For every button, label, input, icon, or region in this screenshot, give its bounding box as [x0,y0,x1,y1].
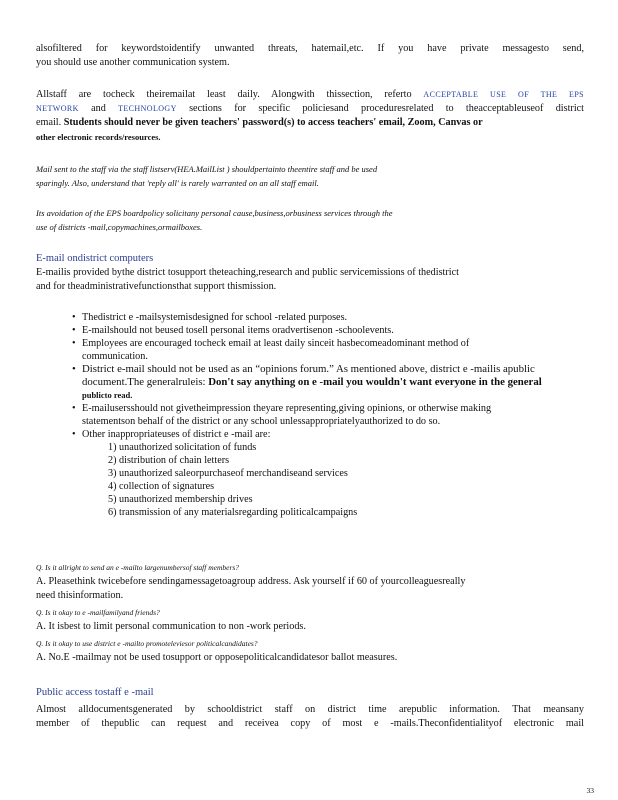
text-line: Almost alldocumentsgenerated by schooldistrict staff on district time arepublic information. That meansany [36,704,584,715]
section-public-access [36,686,584,731]
answer: A. Pleasethink twicebefore sendingamessagetoagroup address. Ask yourself if 60 of yourcolleaguesreally [36,576,466,587]
text-segment: and [91,103,106,114]
text-line: • E-mailshould not beused tosell personal items oradvertisenon -schoolevents. [82,325,394,336]
answer: A. It isbest to limit personal communication to non -work periods. [36,621,306,632]
text-line: E-mailis provided bythe district tosupport theteaching,research and public servicemissions of thedistrict [36,267,459,278]
question: Q. Is it allright to send an e -mailto largenumbersof staff members? [36,563,240,572]
paragraph-listserv [36,162,584,190]
text-line: • District e-mail should not be used as an “opinions forum.” As mentioned above, district e -mailis apublic [82,363,535,375]
text-line: publicto read. [82,390,133,400]
text-line: sparingly. Also, understand that 'reply all' is rarely warranted on an all staff email. [36,178,319,188]
text-line: • Employees are encouraged tocheck email at least daily sinceit hasbecomeadominant method of [82,338,470,349]
technology-link[interactable]: TECHNOLOGY [118,104,177,113]
network-link[interactable]: NETWORK [36,104,79,113]
text-line [36,88,584,102]
text-line: use of districts -mail,copymachines,ormailboxes. [36,222,203,232]
sub-list-item: 6) transmission of any materialsregarding politicalcampaigns [108,507,358,518]
text-line: and for theadministrativefunctionsthat support thismission. [36,281,277,292]
text-segment: sections for specific policiesand proceduresrelated to theacceptableuseof district [189,103,584,114]
inappropriate-uses-list [82,441,572,519]
text-line: Its avoidation of the EPS boardpolicy solicitany personal cause,business,orbusiness services through the [36,208,393,218]
list-item [72,402,572,428]
text-line: Mail sent to the staff via the staff listserv(HEA.MailList ) shouldpertainto theentire staff and be used [36,164,378,174]
question: Q. Is it okay to e -mailfamilyand friends? [36,608,160,617]
text-segment: email. [36,117,62,128]
paragraph-check-email [36,88,584,144]
answer: A. No.E -mailmay not be used tosupport or opposepoliticalcandidatesor ballot measures. [36,652,398,663]
list-item [72,363,572,402]
sub-list-item: 1) unauthorized solicitation of funds [108,442,257,453]
text-line: member of thepublic can request and receivea copy of most e -mails.Theconfidentialityof electronic mail [36,718,584,729]
paragraph-filtering [36,42,584,70]
bold-warning: Students should never be given teachers' password(s) to access teachers' email, Zoom, Canvas or [63,117,483,128]
bold-rule: Don't say anything on e -mail you wouldn't want everyone in the general [208,376,542,388]
text-line: • Thedistrict e -mailsystemisdesigned for school -related purposes. [82,312,348,323]
text-line: • E-mailusersshould not givetheimpression theyare representing,giving opinions, or otherwise making [82,403,492,414]
answer: need thisinformation. [36,590,124,601]
sub-list-item: 4) collection of signatures [108,481,215,492]
qa-section [36,561,584,665]
sub-list-item: 3) unauthorized saleorpurchaseof merchandiseand services [108,468,348,479]
text-line [36,102,584,116]
text-line: communication. [82,351,148,362]
section-heading: Public access tostaff e -mail [36,687,154,698]
text-line [82,376,572,389]
text-line: you should use another communication system. [36,57,230,68]
text-segment: document.The generalruleis: [82,376,206,388]
page-number: 33 [586,786,594,795]
text-line: • Other inappropriateuses of district e -mail are: [82,429,271,440]
text-line: other electronic records/resources. [36,132,161,142]
list-item [72,428,572,519]
section-email-district [36,252,584,294]
paragraph-solicitation [36,206,584,234]
text-line: statementson behalf of the district or any school unlessappropriatelyauthorized to do so. [82,416,441,427]
text-segment: Allstaff are tocheck theiremailat least daily. Alongwith thissection, referto [36,89,412,100]
policy-bullet-list [72,311,572,519]
sub-list-item: 5) unauthorized membership drives [108,494,253,505]
acceptable-use-link[interactable]: ACCEPTABLE USE OF THE EPS [423,90,584,99]
text-line [36,116,584,130]
list-item [72,311,572,324]
section-heading: E-mail ondistrict computers [36,253,154,264]
list-item [72,324,572,337]
text-line: alsofiltered for keywordstoidentify unwanted threats, hatemail,etc. If you have private messagesto send, [36,43,584,54]
question: Q. Is it okay to use district e -mailto promoteleviesor politicalcandidates? [36,639,258,648]
list-item [72,337,572,363]
sub-list-item: 2) distribution of chain letters [108,455,230,466]
